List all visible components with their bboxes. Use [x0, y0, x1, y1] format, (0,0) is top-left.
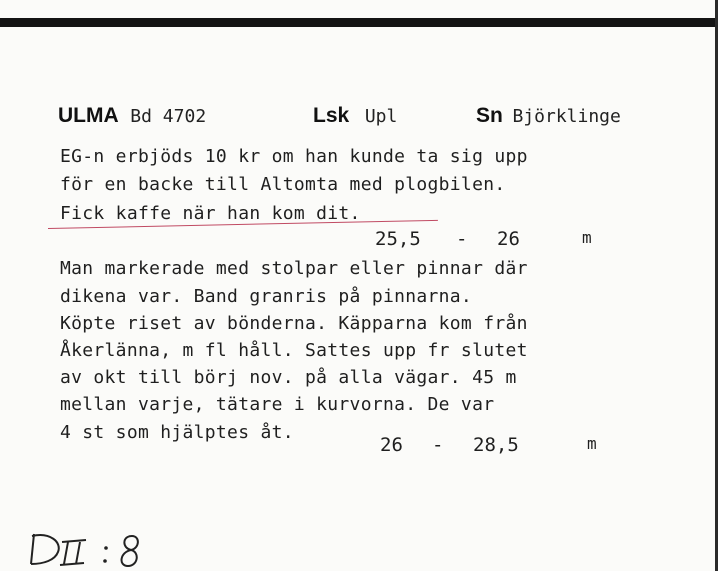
text-line: Åkerlänna, m fl håll. Sattes upp fr slutet	[60, 340, 528, 361]
text-line: Fick kaffe när han kom dit.	[60, 203, 361, 224]
text-line: av okt till börj nov. på alla vägar. 45 m	[60, 367, 517, 388]
measure-from: 25,5	[375, 228, 421, 250]
text-line: Köpte riset av bönderna. Käpparna kom från	[60, 313, 528, 334]
measure-unit: m	[587, 434, 597, 453]
text-line: dikena var. Band granris på pinnarna.	[60, 286, 473, 307]
lsk-field	[313, 104, 397, 128]
lsk-value: Upl	[364, 106, 398, 127]
text-line: för en backe till Altomta med plogbilen.	[60, 174, 506, 195]
sn-label: Sn	[476, 104, 503, 127]
text-line: mellan varje, tätare i kurvorna. De var	[60, 394, 495, 415]
measure-to: 28,5	[473, 434, 519, 456]
ulma-value: Bd 4702	[130, 106, 207, 127]
text-line: 4 st som hjälptes åt.	[60, 422, 294, 443]
measure-to: 26	[497, 228, 520, 250]
measure-separator: -	[432, 434, 444, 456]
measure-unit: m	[582, 228, 592, 247]
ulma-field	[58, 104, 206, 128]
sn-field	[476, 104, 621, 128]
top-border-rule	[0, 18, 718, 27]
text-line: Man markerade med stolpar eller pinnar där	[60, 258, 528, 279]
measure-separator: -	[456, 228, 468, 250]
text-line: EG-n erbjöds 10 kr om han kunde ta sig upp	[60, 146, 528, 167]
sn-value: Björklinge	[512, 106, 621, 127]
handwritten-archive-mark	[28, 528, 158, 570]
lsk-label: Lsk	[313, 104, 350, 127]
measure-from: 26	[380, 434, 403, 456]
ulma-label: ULMA	[58, 104, 119, 127]
